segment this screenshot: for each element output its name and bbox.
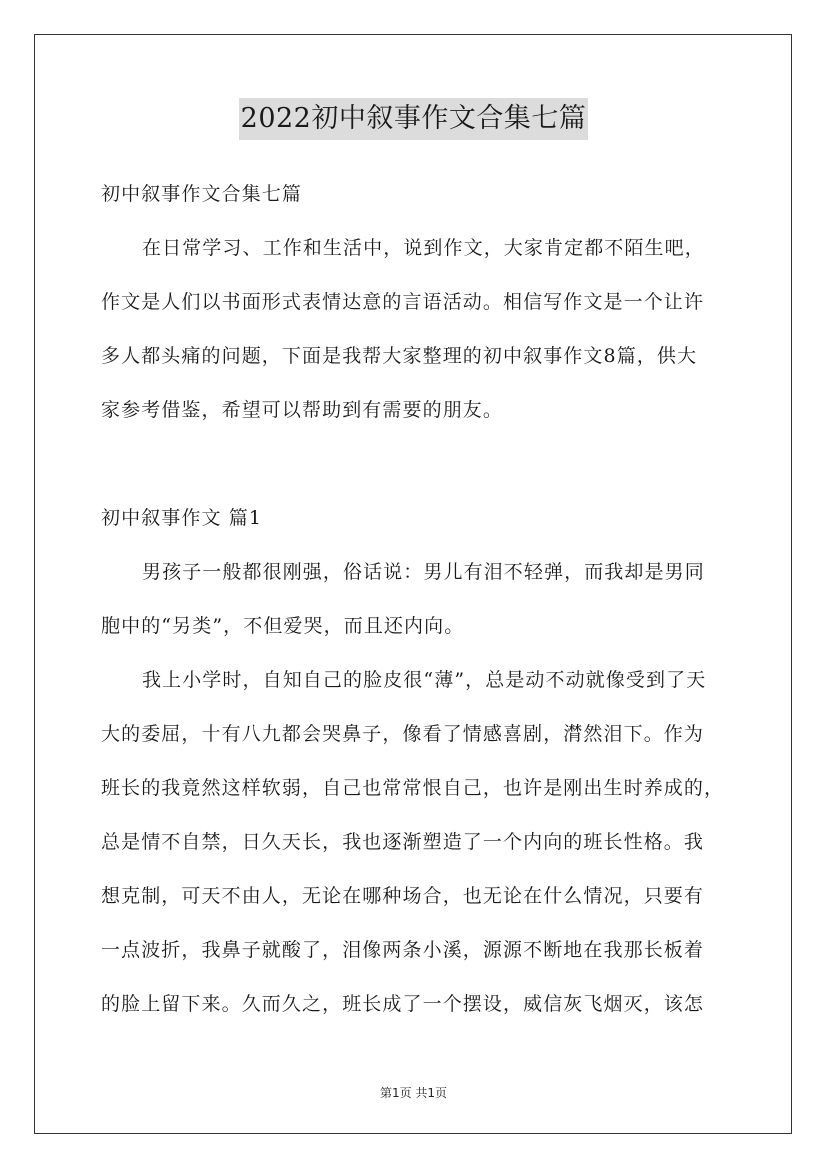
paragraph-line: 想克制，可天不由人，无论在哪种场合，也无论在什么情况，只要有 [101, 885, 705, 907]
paragraph-line: 我上小学时，自知自己的脸皮很“薄”，总是动不动就像受到了天 [142, 669, 707, 691]
paragraph-line: 一点波折，我鼻子就酸了，泪像两条小溪，源源不断地在我那长板着 [101, 939, 705, 961]
paragraph-line: 总是情不自禁，日久天长，我也逐渐塑造了一个内向的班长性格。我 [101, 831, 705, 853]
paragraph-line: 男孩子一般都很刚强，俗话说：男儿有泪不轻弹，而我却是男同 [142, 561, 705, 583]
document-subtitle: 初中叙事作文合集七篇 [101, 183, 303, 205]
paragraph-line: 班长的我竟然这样软弱，自己也常常恨自己，也许是刚出生时养成的， [101, 777, 725, 799]
intro-line: 家参考借鉴，希望可以帮助到有需要的朋友。 [101, 399, 504, 421]
document-title: 2022初中叙事作文合集七篇 [239, 98, 589, 140]
page-number-footer: 第1页 共1页 [379, 1086, 448, 1100]
intro-line: 在日常学习、工作和生活中，说到作文，大家肯定都不陌生吧， [142, 237, 705, 259]
paragraph-line: 的脸上留下来。久而久之，班长成了一个摆设，威信灰飞烟灭，该怎 [101, 993, 705, 1015]
paragraph-line: 胞中的“另类”，不但爱哭，而且还内向。 [101, 615, 465, 637]
intro-line: 多人都头痛的问题，下面是我帮大家整理的初中叙事作文8篇，供大 [101, 345, 698, 367]
paragraph-line: 大的委屈，十有八九都会哭鼻子，像看了情感喜剧，潸然泪下。作为 [101, 723, 705, 745]
section-heading: 初中叙事作文 篇1 [101, 507, 263, 529]
intro-line: 作文是人们以书面形式表情达意的言语活动。相信写作文是一个让许 [101, 291, 705, 313]
title-container [0, 98, 827, 140]
